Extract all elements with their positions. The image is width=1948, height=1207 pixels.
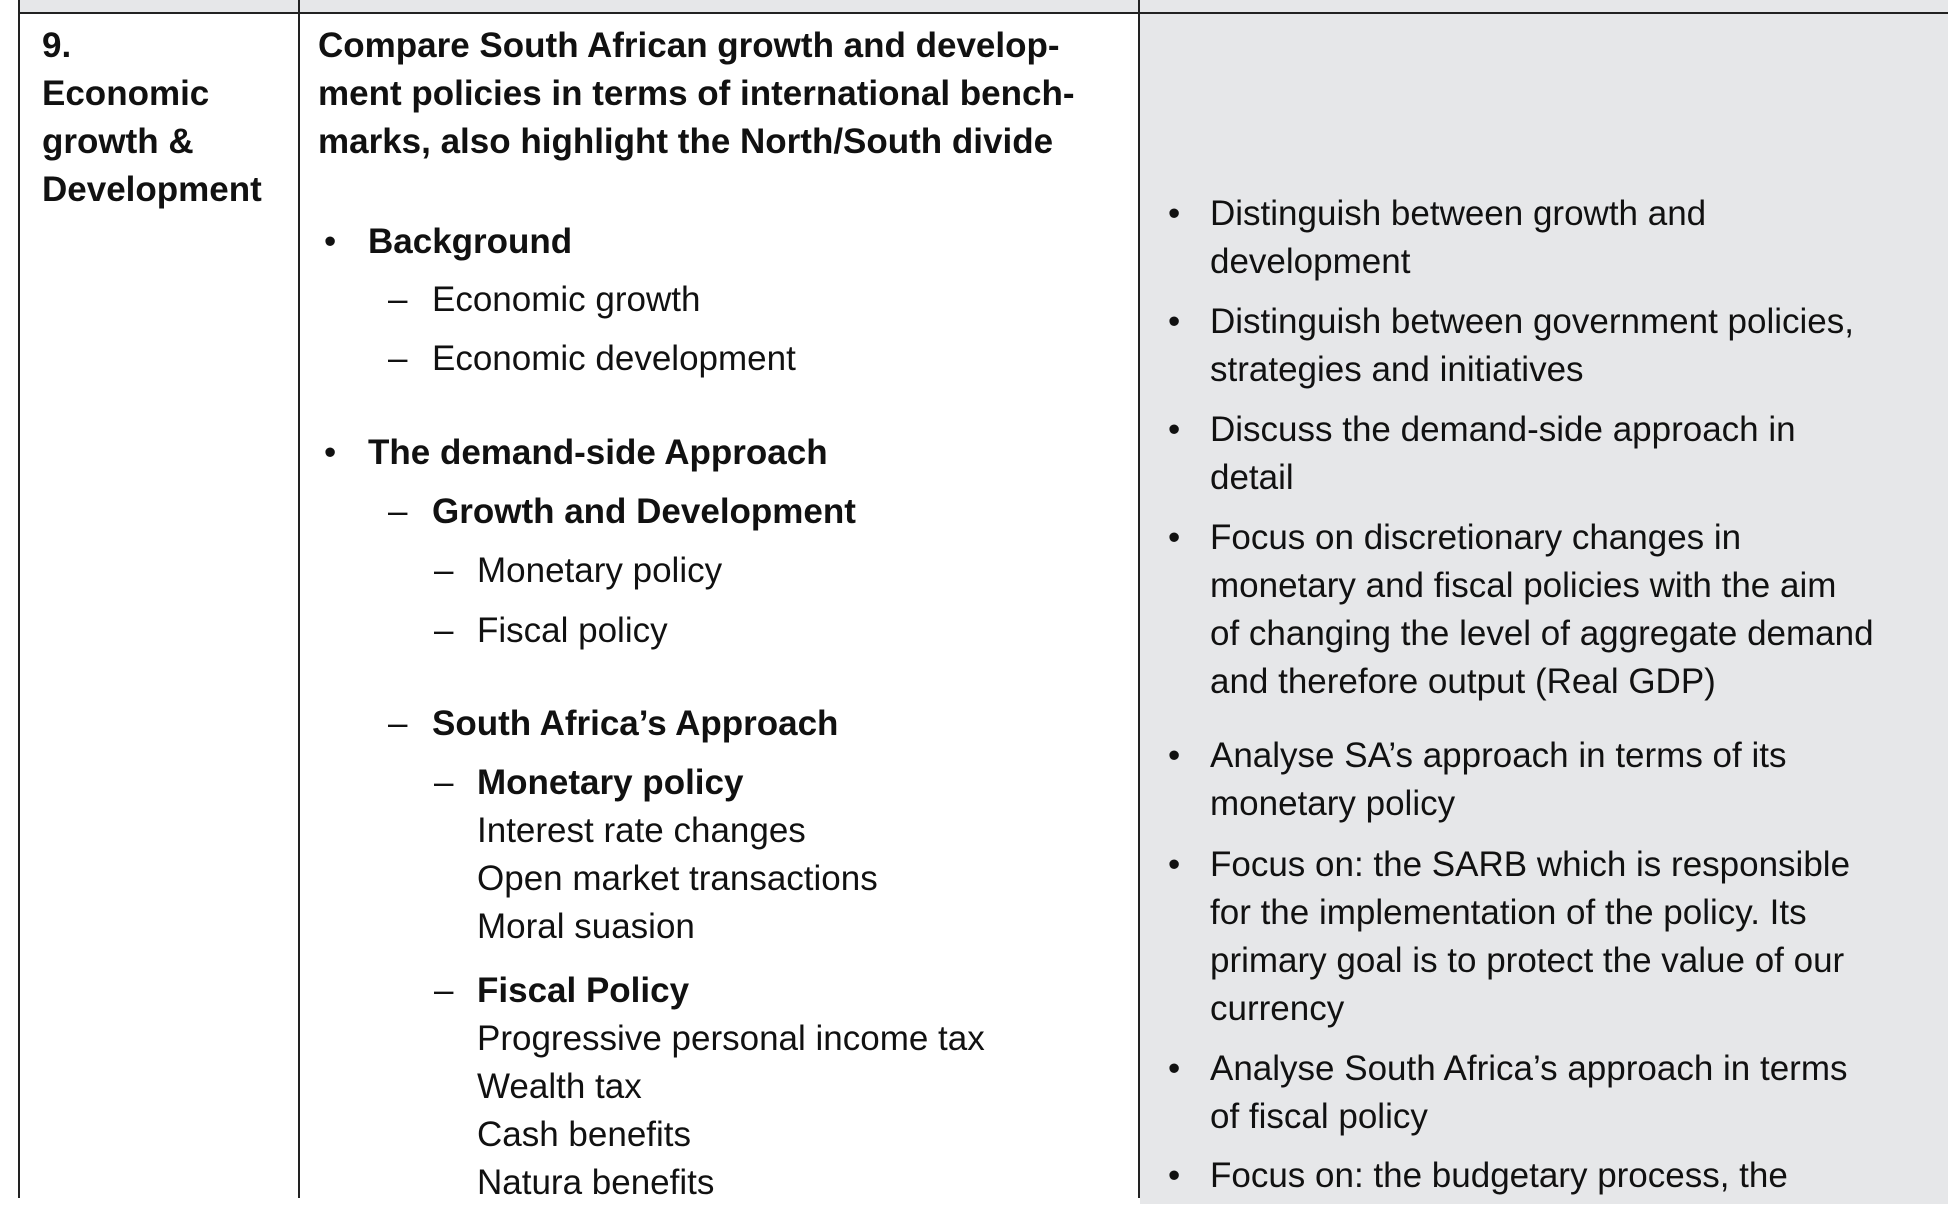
fiscal-item: Wealth tax (477, 1067, 642, 1106)
dash-icon: – (388, 492, 408, 531)
content-cell (300, 14, 1138, 1204)
dash-icon: – (434, 763, 454, 802)
objective-line: of changing the level of aggregate demand (1210, 614, 1874, 653)
objective-line: Focus on: the SARB which is responsible (1210, 845, 1851, 884)
bullet-icon: • (1168, 302, 1181, 341)
column-divider (298, 0, 300, 1198)
monetary-title: Monetary policy (477, 763, 744, 802)
bullet-icon: • (1168, 1049, 1181, 1088)
dash-icon: – (388, 704, 408, 743)
background-item: Economic development (432, 339, 796, 378)
bullet-icon: • (1168, 410, 1181, 449)
column-divider (1138, 0, 1140, 1198)
objective-line: monetary and fiscal policies with the aim (1210, 566, 1837, 605)
objective-item (1210, 514, 1945, 706)
objective-line: monetary policy (1210, 784, 1456, 823)
sa-approach-title: South Africa’s Approach (432, 704, 839, 743)
demand-side-title: The demand-side Approach (368, 433, 828, 472)
monetary-item: Open market transactions (477, 859, 878, 898)
growth-dev-item: Monetary policy (477, 551, 723, 590)
bullet-icon: • (1168, 194, 1181, 233)
objective-item (1210, 406, 1945, 502)
content-heading (318, 22, 1108, 166)
objective-item (1210, 841, 1945, 1033)
objective-item (1210, 732, 1945, 828)
dash-icon: – (434, 971, 454, 1010)
objective-line: currency (1210, 989, 1345, 1028)
objective-line: detail (1210, 458, 1294, 497)
topic-title (42, 22, 302, 214)
dash-icon: – (434, 611, 454, 650)
heading-line: marks, also highlight the North/South divide (318, 122, 1054, 161)
objective-line: Discuss the demand-side approach in (1210, 410, 1796, 449)
monetary-item: Interest rate changes (477, 811, 806, 850)
bullet-icon: • (324, 222, 337, 261)
objective-line: Focus on discretionary changes in (1210, 518, 1742, 557)
objective-line: and therefore output (Real GDP) (1210, 662, 1716, 701)
objective-line: Analyse South Africa’s approach in terms (1210, 1049, 1848, 1088)
objective-line: for the implementation of the policy. Its (1210, 893, 1807, 932)
objective-line: of fiscal policy (1210, 1097, 1428, 1136)
fiscal-title: Fiscal Policy (477, 971, 690, 1010)
topic-number: 9. (42, 26, 72, 65)
bullet-icon: • (1168, 1156, 1181, 1195)
growth-dev-item: Fiscal policy (477, 611, 668, 650)
objective-line: primary goal is to protect the value of our (1210, 941, 1845, 980)
heading-line: ment policies in terms of international bench- (318, 74, 1075, 113)
monetary-item: Moral suasion (477, 907, 695, 946)
objective-item (1210, 1045, 1945, 1141)
objective-line: development (1210, 242, 1411, 281)
bullet-icon: • (1168, 845, 1181, 884)
objective-item (1210, 298, 1945, 394)
dash-icon: – (388, 280, 408, 319)
fiscal-item: Natura benefits (477, 1163, 715, 1202)
background-item: Economic growth (432, 280, 701, 319)
dash-icon: – (434, 551, 454, 590)
objective-line: Focus on: the budgetary process, the (1210, 1156, 1788, 1195)
bullet-icon: • (324, 433, 337, 472)
previous-row-edge (18, 0, 1948, 14)
dash-icon: – (388, 339, 408, 378)
fiscal-item: Progressive personal income tax (477, 1019, 985, 1058)
objective-line: Analyse SA’s approach in terms of its (1210, 736, 1787, 775)
objective-item (1210, 190, 1945, 286)
table-border-left (18, 0, 20, 1198)
objective-line: Distinguish between government policies, (1210, 302, 1854, 341)
bullet-icon: • (1168, 736, 1181, 775)
growth-dev-title: Growth and Development (432, 492, 856, 531)
background-title: Background (368, 222, 573, 261)
topic-line: growth & (42, 122, 194, 161)
curriculum-table (18, 0, 1948, 1202)
objective-line: strategies and initiatives (1210, 350, 1584, 389)
objective-line: Distinguish between growth and (1210, 194, 1707, 233)
bullet-icon: • (1168, 518, 1181, 557)
topic-cell (20, 14, 298, 1204)
objectives-cell (1140, 14, 1948, 1204)
heading-line: Compare South African growth and develop- (318, 26, 1060, 65)
objective-item (1210, 1152, 1945, 1200)
topic-line: Development (42, 170, 262, 209)
fiscal-item: Cash benefits (477, 1115, 692, 1154)
topic-line: Economic (42, 74, 210, 113)
